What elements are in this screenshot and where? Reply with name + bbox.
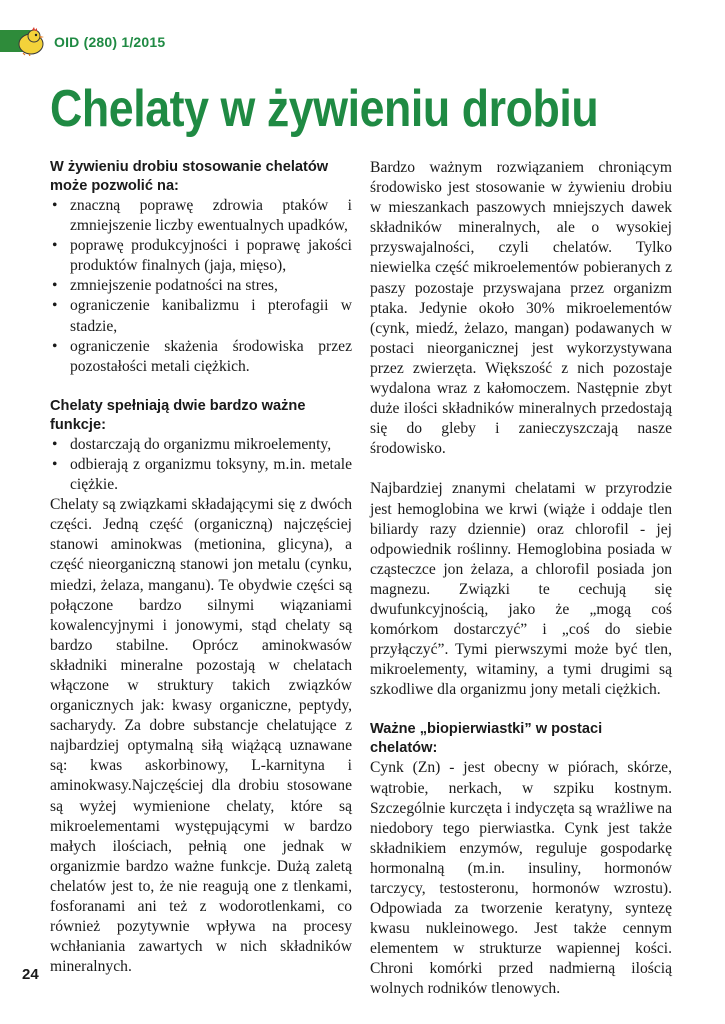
left-column	[50, 158, 352, 977]
heading-bioelements: Ważne „biopierwiastki” w postaci chelatów:	[370, 721, 603, 757]
paragraph-zinc: Cynk (Zn) - jest obecny w piórach, skórze, wątrobie, nerkach, w szpiku kostnym. Szczególnie kurczęta i indyczęta są wrażliwe na niedobory tego pierwiastka. Cynk jest także składnikiem enzymów, reguluje gospodarkę hormonalną (m.in. insuliny, hormonów tarczycy, testosteronu, hormonów wzrostu). Odpowiada za tworzenie keratyny, syntezę kwasu nukleinowego. Jest także cennym elementem w strukturze wapiennej kości. Chroni komórki przed nadmierną ilością wolnych rodników tlenowych.	[370, 759, 672, 998]
list-item: • dostarczają do organizmu mikroelementy,	[50, 435, 352, 455]
heading-benefits: W żywieniu drobiu stosowanie chelatów może pozwolić na:	[50, 159, 329, 194]
page-number: 24	[22, 966, 39, 983]
list-item: • zmniejszenie podatności na stres,	[50, 276, 352, 296]
functions-list	[50, 435, 352, 495]
paragraph-natural-chelates: Najbardziej znanymi chelatami w przyrodzie jest hemoglobina we krwi (wiąże i oddaje tlen biliardy razy dziennie) oraz chlorofil - jej odpowiednik roślinny. Hemoglobina posiada w cząsteczce jon żelaza, a chlorofil posiada jon magnezu. Związki te cechują się dwufunkcyjnością, jako że „mogą coś komórkom dostarczyć” i „coś do siebie przyłączyć”. Tymi pierwszymi może być tlen, mikroelementy, witaminy, a tymi drugimi są szkodliwe dla organizmu jony metali ciężkich.	[370, 480, 672, 699]
benefits-list	[50, 196, 352, 377]
list-item: • ograniczenie skażenia środowiska przez pozostałości metali ciężkich.	[50, 337, 352, 377]
paragraph-chelate-structure: Chelaty są związkami składającymi się z dwóch części. Jedną część (organiczną) najczęściej stanowi aminokwas (metionina, glicyna), a część nieorganiczną stanowi jon metalu (cynku, miedzi, żelaza, manganu). Te obydwie części są połączone bardzo silnymi wiązaniami kowalencyjnymi i jonowymi, stąd chelaty są bardzo stabilne. Oprócz aminokwasów składniki mineralne pozostają w chelatach włączone w struktury takich związków organicznych jak: kwasy organiczne, peptydy, sacharydy. Za dobre substancje chelatujące z najbardziej optymalną siłą wiążącą uznawane są: kwas askorbinowy, L-karnityna i aminokwasy.Najczęściej dla drobiu stosowane są wyżej wymienione chelaty, które są mikroelementami występującymi w bardzo małych ilościach, pełnią one jednak w organizmie bardzo ważne funkcje. Dużą zaletą chelatów jest to, że nie reagują one z tlenkami, fosforanami ani też z wodorotlenkami, co również pozytywnie wpływa na procesy wchłaniania zawartych w nich składników mineralnych.	[50, 496, 352, 976]
chicken-logo-icon	[14, 26, 48, 56]
paragraph-environment: Bardzo ważnym rozwiązaniem chroniącym środowisko jest stosowanie w żywieniu drobiu w mieszankach paszowych mniejszych dawek składników mineralnych, ale o wysokiej przyswajalności, czyli chelatów. Tylko niewielka część mikroelementów pobieranych z paszy pozostaje przyswajana przez organizm ptaka. Jedynie około 30% mikroelementów (cynk, miedź, żelazo, mangan) podawanych w postaci nieorganicznej jest wykorzystywana przez zwierzęta. Większość z nich pozostaje wydalona wraz z kałomoczem. Następnie zbyt duże ilości składników mineralnych przedostają się do gleby i zanieczyszczają nasze środowisko.	[370, 159, 672, 458]
right-column	[370, 158, 672, 1000]
list-item: • znaczną poprawę zdrowia ptaków i zmniejszenie liczby ewentualnych upadków,	[50, 196, 352, 236]
journal-issue: OID (280) 1/2015	[54, 34, 166, 50]
list-item: • poprawę produkcyjności i poprawę jakości produktów finalnych (jaja, mięso),	[50, 236, 352, 276]
heading-functions: Chelaty spełniają dwie bardzo ważne funkcje:	[50, 397, 306, 433]
list-item: • odbierają z organizmu toksyny, m.in. metale ciężkie.	[50, 455, 352, 495]
list-item: • ograniczenie kanibalizmu i pterofagii w stadzie,	[50, 296, 352, 336]
article-title: Chelaty w żywieniu drobiu	[50, 80, 599, 138]
